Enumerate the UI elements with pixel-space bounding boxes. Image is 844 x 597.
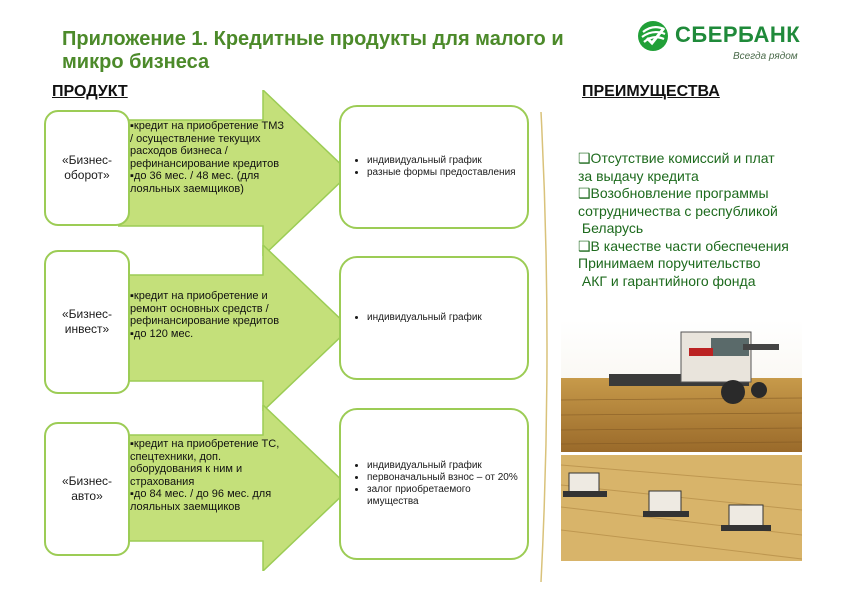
title-line-2: микро бизнеса xyxy=(62,51,210,73)
product-detail: ▪кредит на приобретение ТМЗ / осуществление текущих расходов бизнеса / рефинансирование кредитов xyxy=(130,120,285,170)
feature-item: • первоначальный взнос – от 20% xyxy=(367,472,519,484)
product-detail: ▪кредит на приобретение и ремонт основных средств / рефинансирование кредитов xyxy=(130,290,280,327)
brand-name: СБЕРБАНК xyxy=(675,22,801,47)
combine-harvester-photo xyxy=(561,320,802,452)
benefit-line: ❑Возобновление программы xyxy=(578,185,769,201)
product-name: «Бизнес- оборот» xyxy=(61,153,113,182)
combines-aerial-photo xyxy=(561,455,802,561)
product-details xyxy=(130,290,290,340)
feature-item: • индивидуальный график xyxy=(367,155,516,167)
product-name: «Бизнес- авто» xyxy=(61,474,113,503)
page-title xyxy=(62,28,622,74)
brand-slogan: Всегда рядом xyxy=(733,51,798,62)
benefit-line: АКГ и гарантийного фонда xyxy=(578,272,756,289)
product-box xyxy=(44,250,130,394)
feature-item: • индивидуальный график xyxy=(367,460,519,472)
benefit-line: сотрудничества с республикой xyxy=(578,202,778,219)
sberbank-logo-icon xyxy=(637,20,669,52)
feature-item: • индивидуальный график xyxy=(367,312,482,324)
features-box xyxy=(339,256,529,380)
product-detail: ▪до 120 мес. xyxy=(130,327,194,340)
features-box xyxy=(339,408,529,560)
benefits-list xyxy=(578,150,828,290)
feature-item: • залог приобретаемого имущества xyxy=(367,484,519,508)
features-box xyxy=(339,105,529,229)
benefit-line: ❑Отсутствие комиссий и плат xyxy=(578,150,775,166)
combine-3 xyxy=(721,505,771,531)
benefit-line: Принимаем поручительство xyxy=(578,255,761,271)
product-detail: ▪кредит на приобретение ТС, спецтехники, доп. оборудования к ним и страхования xyxy=(130,438,280,488)
product-detail: ▪до 36 мес. / 48 мес. (для лояльных заемщиков) xyxy=(130,170,260,195)
product-detail: ▪до 84 мес. / до 96 мес. для лояльных заемщиков xyxy=(130,488,272,513)
product-header: ПРОДУКТ xyxy=(52,83,128,100)
title-line-1: Приложение 1. Кредитные продукты для малого и xyxy=(62,28,564,50)
benefit-line: за выдачу кредита xyxy=(578,167,699,184)
product-name: «Бизнес- инвест» xyxy=(61,307,113,336)
product-details xyxy=(130,438,290,513)
divider-line xyxy=(539,112,553,582)
advantages-header: ПРЕИМУЩЕСТВА xyxy=(582,83,720,100)
benefit-line: ❑В качестве части обеспечения xyxy=(578,237,789,254)
product-box xyxy=(44,422,130,556)
product-box xyxy=(44,110,130,226)
product-details xyxy=(130,120,290,195)
feature-item: • разные формы предоставления xyxy=(367,167,516,179)
benefit-line: Беларусь xyxy=(578,220,644,236)
sberbank-logo xyxy=(637,20,807,66)
